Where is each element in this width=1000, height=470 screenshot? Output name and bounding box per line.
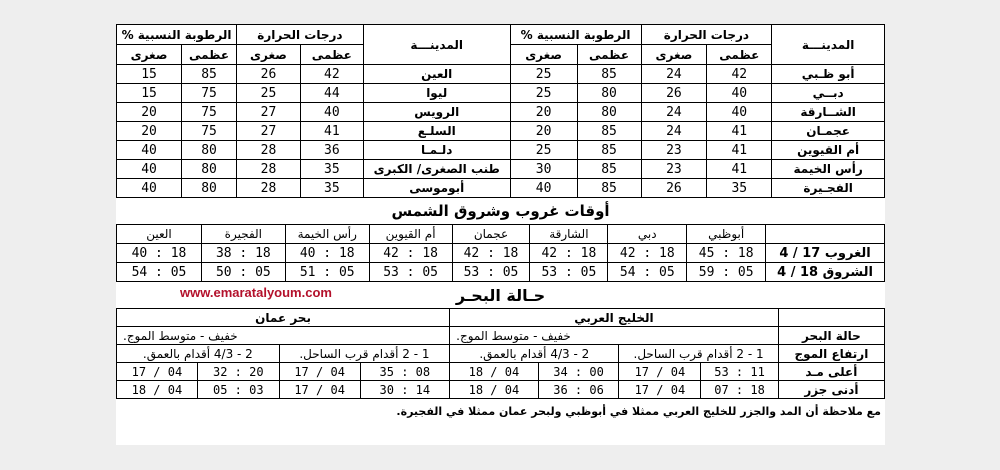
weather-table — [116, 24, 885, 198]
sunset-time: 18 : 45 — [687, 244, 766, 263]
max-header: عظمى — [707, 45, 772, 65]
temp-max: 42 — [300, 65, 363, 84]
wave-height-label: ارتفاع الموج — [778, 345, 884, 363]
min-header: صغرى — [237, 45, 301, 65]
temp-header: درجات الحرارة — [237, 25, 364, 45]
humidity-min: 40 — [117, 160, 182, 179]
gulf-header: الخليج العربي — [450, 309, 779, 327]
city-header: المدينـــة — [772, 25, 885, 65]
humidity-min: 20 — [117, 122, 182, 141]
high-tide-time: 00 : 34 — [538, 363, 619, 381]
weather-row — [117, 103, 885, 122]
humidity-max: 85 — [577, 141, 641, 160]
city-name: عجمـان — [772, 122, 885, 141]
gulf-sea-state: خفيف - متوسط الموج. — [450, 327, 779, 345]
humidity-min: 15 — [117, 84, 182, 103]
footnote: مع ملاحظة أن المد والجزر للخليج العربي ممثلا في أبوظبي ولبحر عمان ممثلا في الفجيرة. — [396, 405, 881, 418]
city-name: السلـع — [363, 122, 510, 141]
sun-times-table — [116, 224, 885, 282]
min-header: صغرى — [117, 45, 182, 65]
city-name: أبوموسى — [363, 179, 510, 198]
temp-max: 42 — [707, 65, 772, 84]
sun-city-name: عجمان — [452, 225, 530, 244]
sunset-time: 18 : 42 — [608, 244, 687, 263]
humidity-min: 25 — [510, 141, 577, 160]
temp-min: 23 — [641, 141, 707, 160]
temp-min: 24 — [641, 122, 707, 141]
city-name: طنب الصغرى/ الكبرى — [363, 160, 510, 179]
temp-max: 41 — [300, 122, 363, 141]
weather-row — [117, 122, 885, 141]
low-tide-date: 04 / 18 — [117, 381, 198, 399]
temp-min: 28 — [237, 160, 301, 179]
sunset-time: 18 : 42 — [530, 244, 608, 263]
high-tide-label: أعلى مـد — [778, 363, 884, 381]
weather-row — [117, 179, 885, 198]
humidity-min: 15 — [117, 65, 182, 84]
city-name: أبو ظـبي — [772, 65, 885, 84]
sunrise-time: 05 : 51 — [285, 263, 369, 282]
temp-min: 23 — [641, 160, 707, 179]
min-header: صغرى — [510, 45, 577, 65]
temp-max: 44 — [300, 84, 363, 103]
temp-max: 36 — [300, 141, 363, 160]
temp-max: 40 — [707, 103, 772, 122]
temp-min: 26 — [641, 84, 707, 103]
website-link[interactable]: www.emaratalyoum.com — [180, 285, 332, 300]
weather-row — [117, 65, 885, 84]
sunset-time: 18 : 38 — [201, 244, 285, 263]
sun-times-title: أوقات غروب وشروق الشمس — [391, 202, 610, 220]
sun-city-name: أم القيوين — [369, 225, 452, 244]
humidity-max: 80 — [577, 103, 641, 122]
sunset-label: الغروب 17 / 4 — [766, 244, 885, 263]
humidity-header: الرطوبة النسبية % — [117, 25, 237, 45]
city-name: الرويس — [363, 103, 510, 122]
sunset-time: 18 : 40 — [285, 244, 369, 263]
humidity-min: 25 — [510, 84, 577, 103]
sun-city-name: العين — [117, 225, 202, 244]
humidity-min: 20 — [510, 122, 577, 141]
low-tide-date: 04 / 17 — [279, 381, 360, 399]
low-tide-time: 14 : 30 — [360, 381, 450, 399]
sun-city-name: الشارقة — [530, 225, 608, 244]
humidity-max: 80 — [182, 160, 237, 179]
humidity-max: 85 — [577, 122, 641, 141]
sun-city-name: الفجيرة — [201, 225, 285, 244]
high-tide-time: 20 : 32 — [197, 363, 279, 381]
sun-city-name: دبي — [608, 225, 687, 244]
temp-min: 25 — [237, 84, 301, 103]
high-tide-time: 11 : 53 — [701, 363, 778, 381]
weather-sheet — [116, 24, 885, 445]
humidity-min: 25 — [510, 65, 577, 84]
temp-min: 27 — [237, 103, 301, 122]
temp-max: 41 — [707, 141, 772, 160]
min-header: صغرى — [641, 45, 707, 65]
temp-min: 27 — [237, 122, 301, 141]
temp-max: 35 — [707, 179, 772, 198]
temp-max: 35 — [300, 160, 363, 179]
oman-wave-deep: 2 - 4/3 أقدام بالعمق. — [117, 345, 280, 363]
sunset-time: 18 : 42 — [452, 244, 530, 263]
weather-row — [117, 84, 885, 103]
humidity-max: 75 — [182, 122, 237, 141]
temp-max: 35 — [300, 179, 363, 198]
high-tide-date: 04 / 17 — [619, 363, 701, 381]
temp-max: 41 — [707, 160, 772, 179]
sunrise-time: 05 : 53 — [452, 263, 530, 282]
oman-wave-near-shore: 1 - 2 أقدام قرب الساحل. — [279, 345, 449, 363]
max-header: عظمى — [577, 45, 641, 65]
city-name: الفجـيرة — [772, 179, 885, 198]
sea-state-title: حـالة البحـر — [455, 286, 546, 305]
sun-city-name: رأس الخيمة — [285, 225, 369, 244]
humidity-min: 30 — [510, 160, 577, 179]
low-tide-date: 04 / 17 — [619, 381, 701, 399]
humidity-min: 20 — [117, 103, 182, 122]
sunrise-label: الشروق 18 / 4 — [766, 263, 885, 282]
city-header: المدينـــة — [363, 25, 510, 65]
humidity-max: 85 — [577, 179, 641, 198]
humidity-max: 80 — [577, 84, 641, 103]
humidity-max: 85 — [182, 65, 237, 84]
humidity-max: 85 — [577, 65, 641, 84]
sunrise-time: 05 : 50 — [201, 263, 285, 282]
temp-min: 26 — [641, 179, 707, 198]
max-header: عظمى — [300, 45, 363, 65]
sunset-time: 18 : 42 — [369, 244, 452, 263]
high-tide-date: 04 / 17 — [117, 363, 198, 381]
low-tide-time: 03 : 05 — [197, 381, 279, 399]
humidity-max: 80 — [182, 141, 237, 160]
humidity-max: 75 — [182, 84, 237, 103]
temp-max: 40 — [300, 103, 363, 122]
city-name: رأس الخيمة — [772, 160, 885, 179]
temp-min: 24 — [641, 65, 707, 84]
high-tide-date: 04 / 18 — [450, 363, 539, 381]
temp-max: 41 — [707, 122, 772, 141]
temp-max: 40 — [707, 84, 772, 103]
humidity-min: 40 — [117, 141, 182, 160]
city-name: العين — [363, 65, 510, 84]
low-tide-date: 04 / 18 — [450, 381, 539, 399]
temp-header: درجات الحرارة — [641, 25, 772, 45]
sunrise-time: 05 : 54 — [117, 263, 202, 282]
sunrise-time: 05 : 59 — [687, 263, 766, 282]
temp-min: 28 — [237, 141, 301, 160]
sun-city-name: أبوظبي — [687, 225, 766, 244]
temp-min: 24 — [641, 103, 707, 122]
city-name: أم القيوين — [772, 141, 885, 160]
high-tide-date: 04 / 17 — [279, 363, 360, 381]
temp-min: 26 — [237, 65, 301, 84]
city-name: الشــارقة — [772, 103, 885, 122]
city-name: دلـمـا — [363, 141, 510, 160]
sea-corner-cell — [778, 309, 884, 327]
sunrise-time: 05 : 54 — [608, 263, 687, 282]
city-name: ليوا — [363, 84, 510, 103]
humidity-min: 40 — [510, 179, 577, 198]
humidity-header: الرطوبة النسبية % — [510, 25, 641, 45]
temp-min: 28 — [237, 179, 301, 198]
sea-state-label: حالة البحر — [778, 327, 884, 345]
sea-state-header — [116, 282, 885, 308]
weather-row — [117, 160, 885, 179]
oman-sea-state: خفيف - متوسط الموج. — [117, 327, 450, 345]
sun-corner-cell — [766, 225, 885, 244]
gulf-wave-near-shore: 1 - 2 أقدام قرب الساحل. — [619, 345, 778, 363]
oman-header: بحر عمان — [117, 309, 450, 327]
max-header: عظمى — [182, 45, 237, 65]
low-tide-time: 18 : 07 — [701, 381, 778, 399]
humidity-max: 75 — [182, 103, 237, 122]
sunrise-time: 05 : 53 — [530, 263, 608, 282]
sea-state-table — [116, 308, 885, 399]
humidity-min: 40 — [117, 179, 182, 198]
low-tide-label: أدنى جزر — [778, 381, 884, 399]
weather-row — [117, 141, 885, 160]
humidity-max: 85 — [577, 160, 641, 179]
humidity-min: 20 — [510, 103, 577, 122]
low-tide-time: 06 : 36 — [538, 381, 619, 399]
high-tide-time: 08 : 35 — [360, 363, 450, 381]
sunset-time: 18 : 40 — [117, 244, 202, 263]
sunrise-time: 05 : 53 — [369, 263, 452, 282]
city-name: دبــي — [772, 84, 885, 103]
humidity-max: 80 — [182, 179, 237, 198]
gulf-wave-deep: 2 - 4/3 أقدام بالعمق. — [450, 345, 619, 363]
